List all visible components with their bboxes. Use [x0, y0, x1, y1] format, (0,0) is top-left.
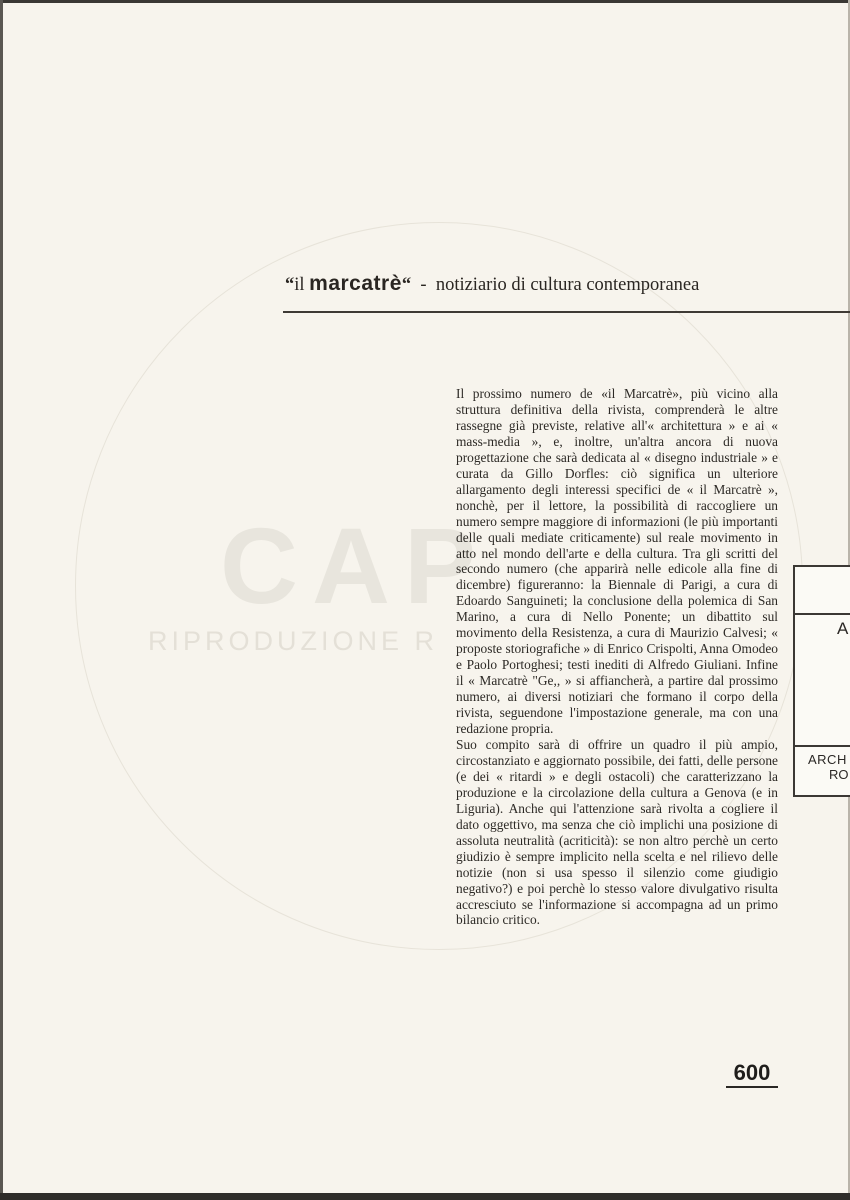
- scan-edge-left: [0, 0, 3, 1200]
- header-brand: marcatrè: [309, 272, 402, 295]
- page-number: 600: [726, 1061, 778, 1088]
- article-paragraph: Il prossimo numero de «il Marcatrè», più vicino alla struttura definitiva della rivista, comprenderà le altre rassegne già previste, relative all'« architettura » e ai « mass-media », e, inoltre, un'altra ancora di nuova progettazione che sarà dedicata al « disegno industriale » e curata da Gillo Dorfles: ciò significa un ulteriore allargamento degli interessi specifici de « il Marcatrè », nonchè, per il lettore, la possibilità di raccogliere un numero sempre maggiore di informazioni (le più importanti delle quali mediate criticamente) sul reale movimento in atto nel mondo dell'arte e della cultura. Tra gli scritti del secondo numero (che apparirà nelle edicole alla fine di dicembre) figureranno: la Biennale di Parigi, a cura di Edoardo Sanguineti; la conclusione della polemica di San Marino, a cura di Nello Ponente; un dibattito sul movimento della Resistenza, a cura di Maurizio Calvesi; « proposte storiografiche » di Enrico Crispolti, Anna Omodeo e Paolo Portoghesi; testi inediti di Alfredo Giuliani. Infine il « Marcatrè "Ge,, » si affiancherà, a partire dal prossimo numero, ai diversi notiziari che formano il corpo della rivista, seguendone l'impostazione generale, ma con una redazione propria.: [456, 386, 778, 737]
- stamp-text-line2: RO: [829, 767, 849, 782]
- header-quote-open: “: [285, 275, 295, 295]
- header-subtitle: notiziario di cultura contemporanea: [435, 275, 700, 295]
- stamp-text-line1: ARCH: [808, 752, 847, 767]
- stamp-divider: [795, 745, 850, 747]
- scan-edge-top: [0, 0, 850, 3]
- header-separator: -: [420, 275, 427, 295]
- header-prefix: il: [294, 275, 305, 295]
- header-quote-close: “: [401, 275, 412, 295]
- article-paragraph: Suo compito sarà di offrire un quadro il più ampio, circostanziato e aggiornato possibile, dei fatti, delle persone (e dei « ritardi » e degli ostacoli) che caratterizzano la produzione e la circolazione della cultura a Genova (e in Liguria). Anche qui l'attenzione sarà rivolta a cogliere il dato oggettivo, ma senza che ciò implichi una posizione di assoluta neutralità (acriticità): se non altro perchè un certo giudizio è sempre implicito nella scelta e nel rilievo delle notizie (non si usa spesso il silenzio come giudigio negativo?) e poi perchè lo stesso valore divulgativo risulta accresciuto se l'informazione si accompagna ad un primo bilancio critico.: [456, 736, 778, 928]
- header-rule: [283, 311, 850, 313]
- stamp-divider: [795, 613, 850, 615]
- article-body: [456, 386, 778, 928]
- scan-edge-bottom: [0, 1193, 850, 1200]
- stamp-letter: A: [837, 619, 849, 638]
- archive-stamp: [793, 565, 850, 797]
- watermark-large-text: CAP: [220, 505, 491, 626]
- watermark-small-text: RIPRODUZIONE R: [148, 626, 439, 656]
- page-header: [285, 271, 805, 298]
